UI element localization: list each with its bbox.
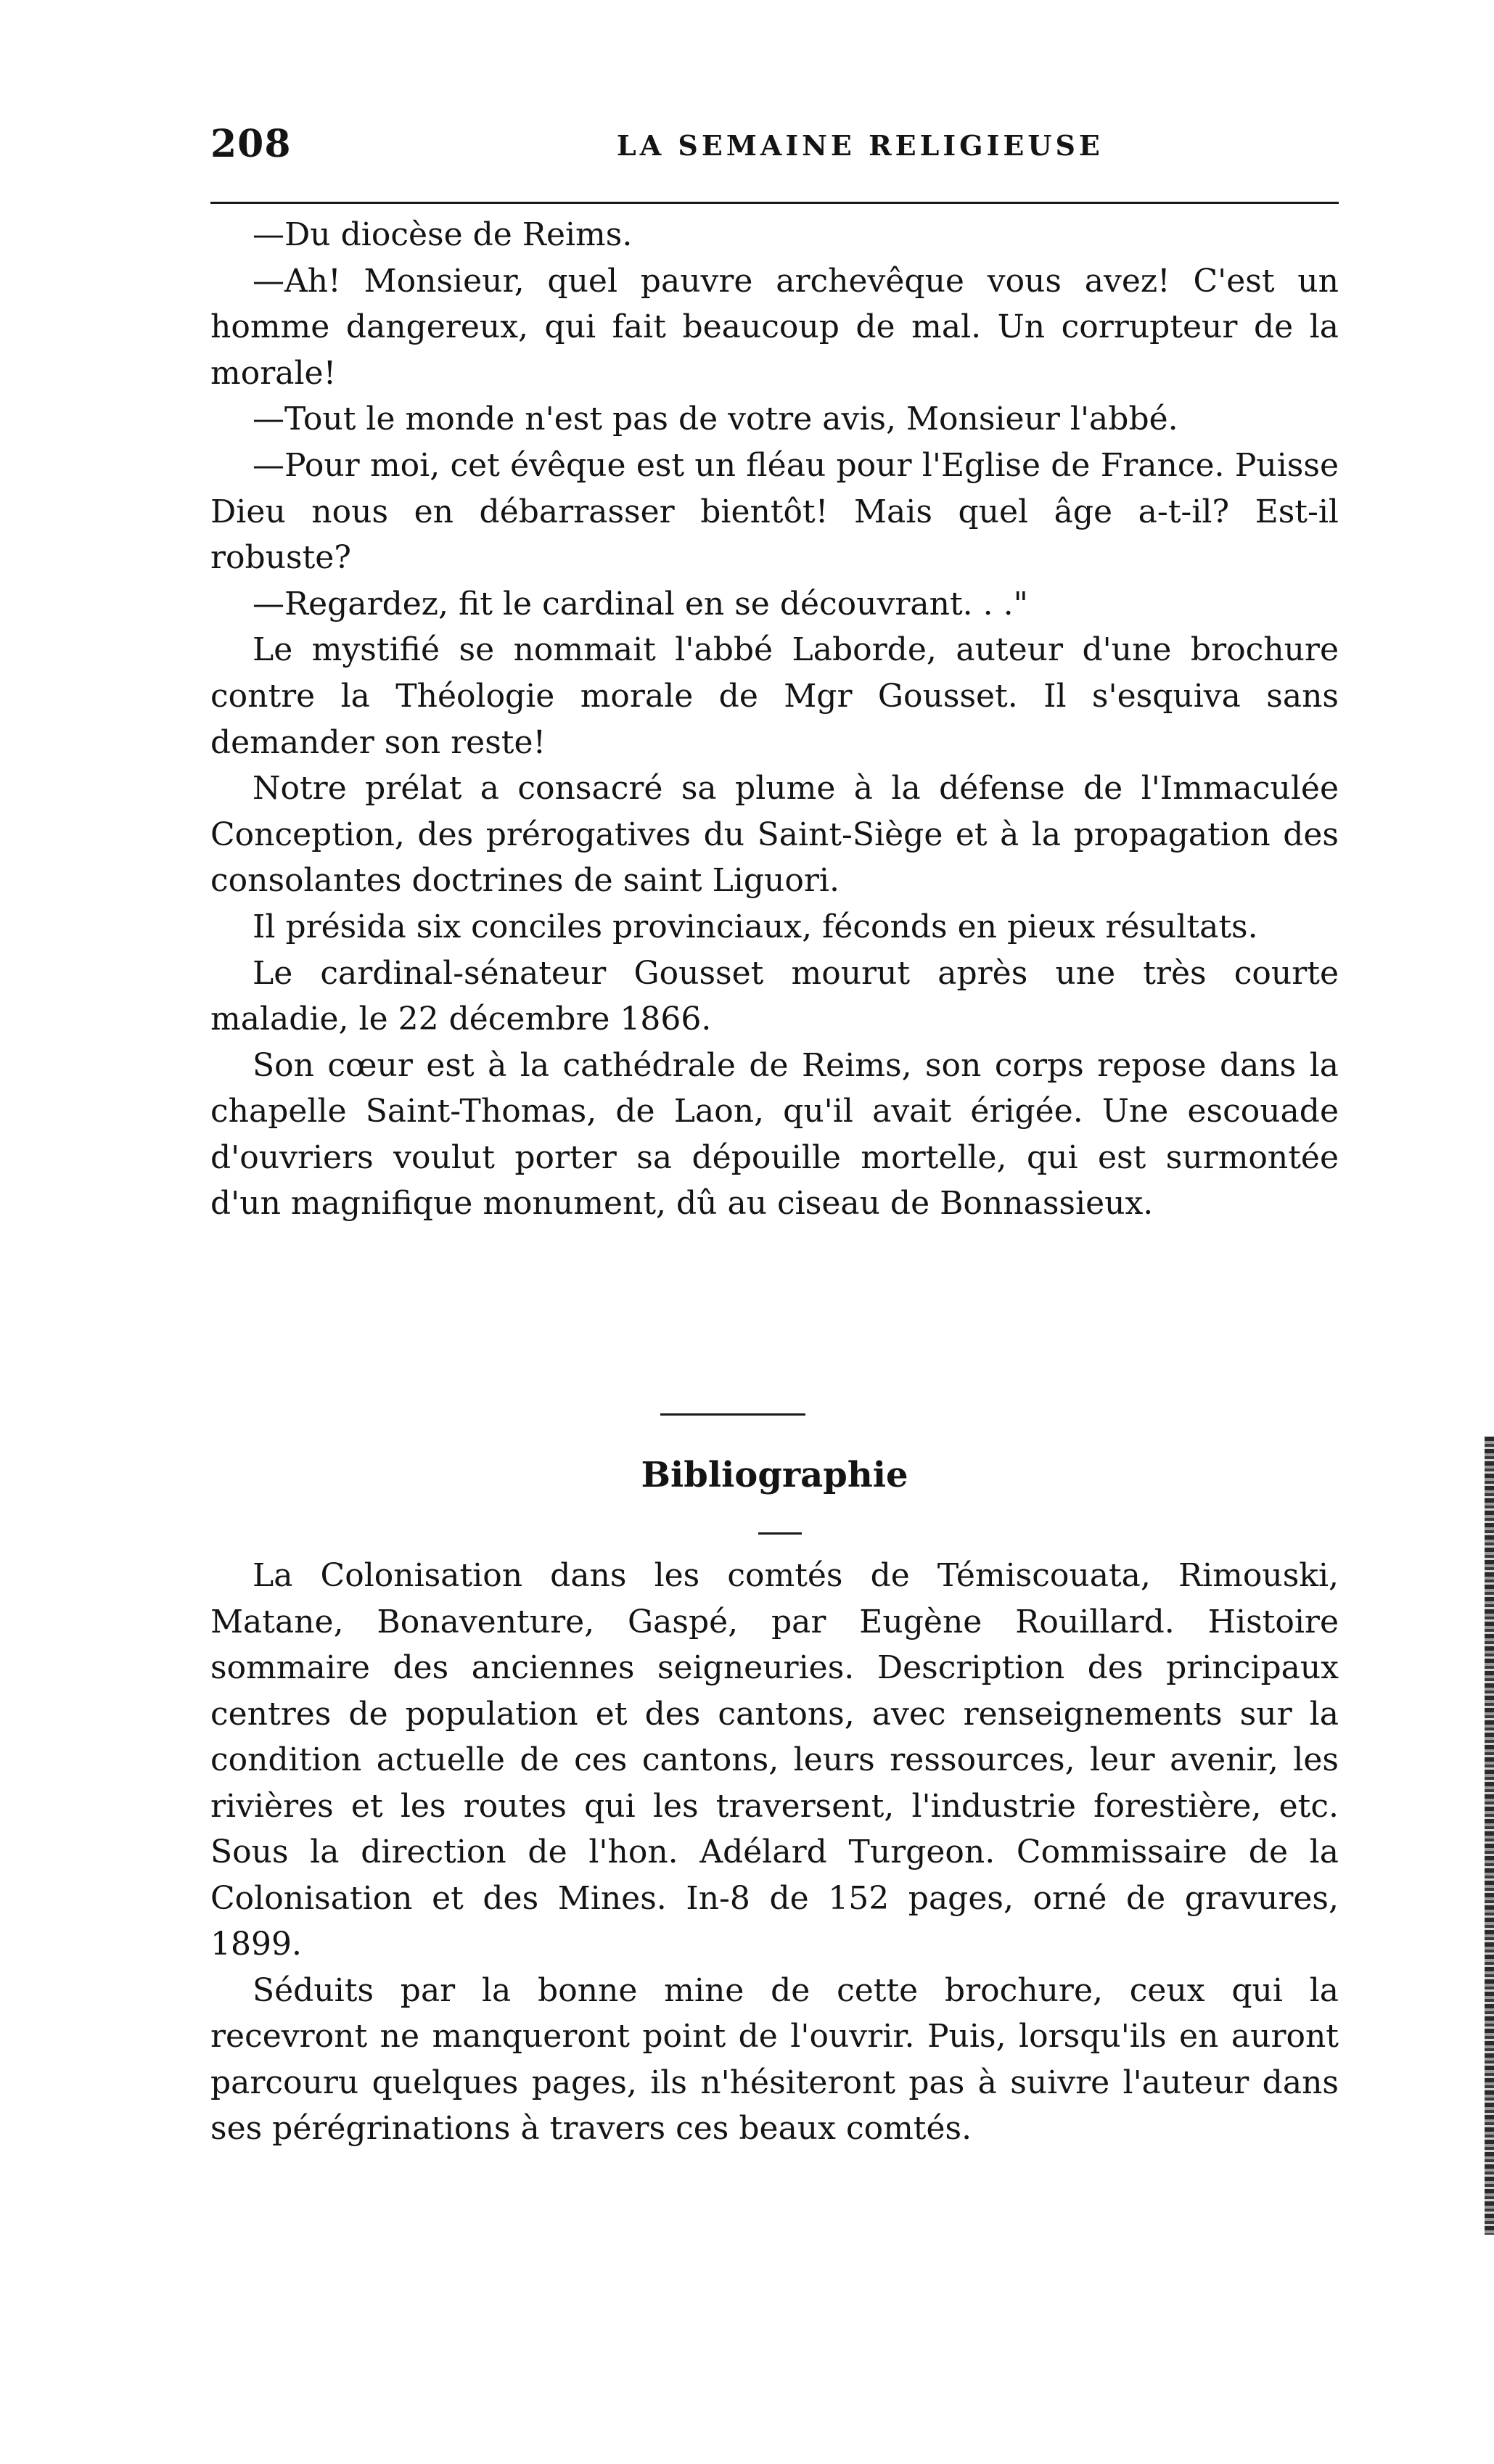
- paragraph: Le mystifié se nommait l'abbé Laborde, auteur d'une brochure contre la Théologie morale de Mgr Gousset. Il s'esquiva sans demander son reste!: [210, 631, 1339, 761]
- header-rule: [210, 202, 1339, 204]
- section-separator-rule: [660, 1413, 805, 1416]
- running-title: LA SEMAINE RELIGIEUSE: [617, 129, 1104, 162]
- paragraph: —Pour moi, cet évêque est un fléau pour l'Eglise de France. Puisse Dieu nous en débarrasser bientôt! Mais quel âge a-t-il? Est-il robuste?: [210, 446, 1339, 577]
- paragraph: —Ah! Monsieur, quel pauvre archevêque vous avez! C'est un homme dangereux, qui fait beaucoup de mal. Un corrupteur de la morale!: [210, 262, 1339, 392]
- running-head: [210, 122, 1339, 173]
- title-underline-rule: [758, 1532, 802, 1535]
- paragraph: —Du diocèse de Reims.: [253, 216, 633, 253]
- paragraph: —Regardez, fit le cardinal en se découvrant. . .": [253, 585, 1028, 623]
- paragraph: —Tout le monde n'est pas de votre avis, Monsieur l'abbé.: [253, 401, 1178, 438]
- paragraph: Séduits par la bonne mine de cette brochure, ceux qui la recevront ne manqueront point de l'ouvrir. Puis, lorsqu'ils en auront parcouru quelques pages, ils n'hésiteront pas à suivre l'auteur dans ses pérégrinations à travers ces beaux comtés.: [210, 1971, 1339, 2147]
- paragraph: La Colonisation dans les comtés de Témiscouata, Rimouski, Matane, Bonaventure, Gaspé, par Eugène Rouillard. Histoire sommaire des anciennes seigneuries. Description des principaux centres de population et des cantons, avec renseignements sur la condition actuelle de ces cantons, leurs ressources, leur avenir, les rivières et les routes qui les traversent, l'industrie forestière, etc. Sous la direction de l'hon. Adélard Turgeon. Commissaire de la Colonisation et des Mines. In-8 de 152 pages, orné de gravures, 1899.: [210, 1557, 1339, 1963]
- paragraph: Son cœur est à la cathédrale de Reims, son corps repose dans la chapelle Saint-Thomas, de Laon, qu'il avait érigée. Une escouade d'ouvriers voulut porter sa dépouille mortelle, qui est surmontée d'un magnifique monument, dû au ciseau de Bonnassieux.: [210, 1046, 1339, 1223]
- section-title: Bibliographie: [641, 1455, 908, 1495]
- paragraph: Notre prélat a consacré sa plume à la défense de l'Immaculée Conception, des prérogatives du Saint-Siège et à la propagation des consolantes doctrines de saint Liguori.: [210, 770, 1339, 900]
- main-text: [210, 212, 1339, 1227]
- bibliography-text: [210, 1553, 1339, 2152]
- paragraph: Le cardinal-sénateur Gousset mourut après une très courte maladie, le 22 décembre 1866.: [210, 954, 1339, 1038]
- paragraph: Il présida six conciles provinciaux, féconds en pieux résultats.: [253, 908, 1258, 945]
- page-number: 208: [210, 122, 292, 166]
- scan-edge-mark: [1485, 1437, 1494, 2235]
